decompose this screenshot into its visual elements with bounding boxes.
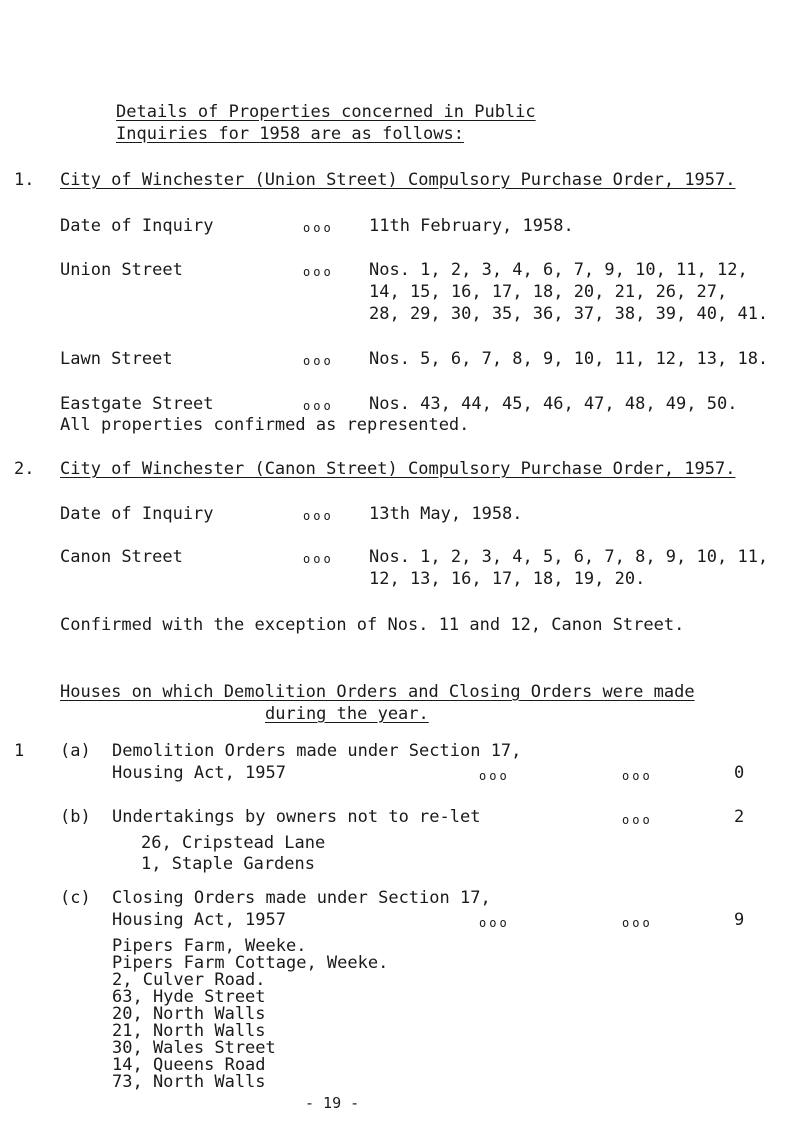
item-c-address: 2, Culver Road. xyxy=(112,970,266,990)
section2-date-value: 13th May, 1958. xyxy=(369,504,523,524)
section1-title: City of Winchester (Union Street) Compulsory Purchase Order, 1957. xyxy=(60,170,736,190)
item-c-label: (c) xyxy=(60,888,91,908)
item-b-address: 1, Staple Gardens xyxy=(141,854,315,874)
item-c-count: 9 xyxy=(734,910,745,930)
leader-dots: ooo xyxy=(303,552,334,566)
houses-heading-line2: during the year. xyxy=(265,704,429,724)
lawn-street-numbers: Nos. 5, 6, 7, 8, 9, 10, 11, 12, 13, 18. xyxy=(369,349,769,369)
item-c-address: 63, Hyde Street xyxy=(112,987,266,1007)
section1-number: 1. xyxy=(14,170,35,190)
canon-street-numbers-line1: Nos. 1, 2, 3, 4, 5, 6, 7, 8, 9, 10, 11, xyxy=(369,547,769,567)
item-c-address: 73, North Walls xyxy=(112,1072,266,1092)
item-c-address: 21, North Walls xyxy=(112,1021,266,1041)
item-b-count: 2 xyxy=(734,807,745,827)
leader-dots: ooo xyxy=(622,769,653,783)
canon-street-numbers-line2: 12, 13, 16, 17, 18, 19, 20. xyxy=(369,569,646,589)
section1-date-value: 11th February, 1958. xyxy=(369,216,574,236)
leader-dots: ooo xyxy=(303,221,334,235)
leader-dots: ooo xyxy=(303,399,334,413)
leader-dots: ooo xyxy=(303,354,334,368)
leader-dots: ooo xyxy=(622,813,653,827)
eastgate-street-label: Eastgate Street xyxy=(60,394,214,414)
item-c-address: Pipers Farm, Weeke. xyxy=(112,936,307,956)
leader-dots: ooo xyxy=(479,916,510,930)
item-a-label: (a) xyxy=(60,741,91,761)
houses-heading-line1: Houses on which Demolition Orders and Closing Orders were made xyxy=(60,682,695,702)
leader-dots: ooo xyxy=(303,509,334,523)
leader-dots: ooo xyxy=(303,265,334,279)
item-c-address: 14, Queens Road xyxy=(112,1055,266,1075)
lawn-street-label: Lawn Street xyxy=(60,349,173,369)
page-heading-line2: Inquiries for 1958 are as follows: xyxy=(116,124,464,144)
section1-note: All properties confirmed as represented. xyxy=(60,415,470,435)
section2-number: 2. xyxy=(14,459,35,479)
houses-number: 1 xyxy=(14,741,25,761)
union-street-numbers-line2: 14, 15, 16, 17, 18, 20, 21, 26, 27, xyxy=(369,282,728,302)
section2-title: City of Winchester (Canon Street) Compulsory Purchase Order, 1957. xyxy=(60,459,736,479)
item-a-line1: Demolition Orders made under Section 17, xyxy=(112,741,522,761)
item-c-line1: Closing Orders made under Section 17, xyxy=(112,888,491,908)
section1-date-label: Date of Inquiry xyxy=(60,216,214,236)
item-a-line2: Housing Act, 1957 xyxy=(112,763,286,783)
page-number: - 19 - xyxy=(305,1094,360,1112)
leader-dots: ooo xyxy=(622,916,653,930)
item-b-address: 26, Cripstead Lane xyxy=(141,833,326,853)
item-c-address: Pipers Farm Cottage, Weeke. xyxy=(112,953,389,973)
item-c-address: 30, Wales Street xyxy=(112,1038,276,1058)
union-street-label: Union Street xyxy=(60,260,183,280)
eastgate-street-numbers: Nos. 43, 44, 45, 46, 47, 48, 49, 50. xyxy=(369,394,738,414)
canon-street-label: Canon Street xyxy=(60,547,183,567)
item-b-label: (b) xyxy=(60,807,91,827)
page-heading-line1: Details of Properties concerned in Public xyxy=(116,102,536,122)
section2-date-label: Date of Inquiry xyxy=(60,504,214,524)
item-b-line1: Undertakings by owners not to re-let xyxy=(112,807,481,827)
item-a-count: 0 xyxy=(734,763,745,783)
item-c-address: 20, North Walls xyxy=(112,1004,266,1024)
leader-dots: ooo xyxy=(479,769,510,783)
item-c-line2: Housing Act, 1957 xyxy=(112,910,286,930)
section2-note: Confirmed with the exception of Nos. 11 and 12, Canon Street. xyxy=(60,615,685,635)
union-street-numbers-line1: Nos. 1, 2, 3, 4, 6, 7, 9, 10, 11, 12, xyxy=(369,260,748,280)
union-street-numbers-line3: 28, 29, 30, 35, 36, 37, 38, 39, 40, 41. xyxy=(369,304,769,324)
